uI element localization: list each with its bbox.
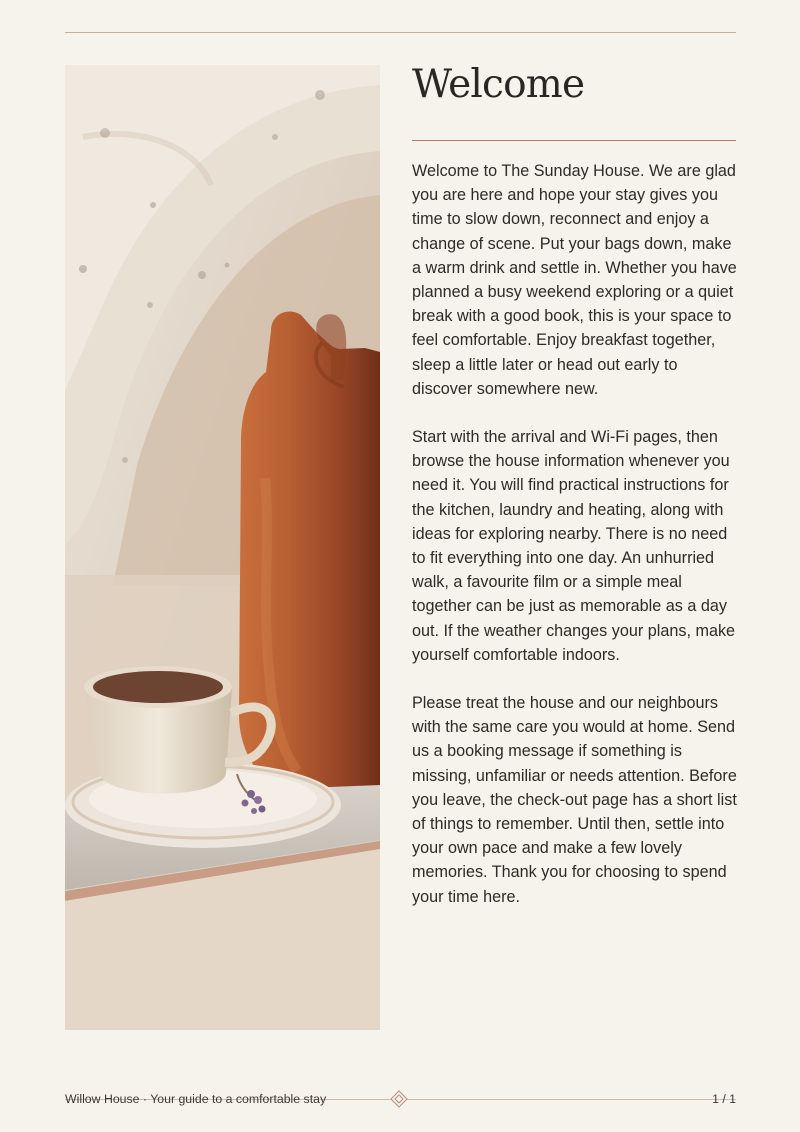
still-life-photo [65,65,380,1030]
instructions-paragraph: Start with the arrival and Wi-Fi pages, then browse the house information whenever you need it. You will find practical instructions for the kitchen, laundry and heating, along with ideas for exploring nearby. There is no need to fit everything into one day. An unhurried walk, a favourite film or a simple meal together can be just as memorable as a day out. If the weather changes your plans, make yourself comfortable indoors. [412,428,736,664]
diamond-ornament-icon [390,1090,408,1108]
page-number: 1 / 1 [712,1092,736,1106]
top-divider [65,32,736,33]
care-paragraph: Please treat the house and our neighbours with the same care you would at home. Send us a booking message if something is missing, unfamiliar or needs attention. Before you leave, the check-out page has a short list of things to remember. Until then, settle into your own pace and make a few lovely memories. Thank you for choosing to spend your time here. [412,694,737,906]
welcome-body [412,159,738,933]
footer-guide-text: Willow House · Your guide to a comfortable stay [65,1092,327,1106]
footer [65,1090,736,1108]
title-divider [412,140,736,141]
welcome-paragraph: Welcome to The Sunday House. We are glad you are here and hope your stay gives you time to slow down, reconnect and enjoy a change of scene. Put your bags down, make a warm drink and settle in. Whether you have planned a busy weekend exploring or a quiet break with a good book, this is your space to feel comfortable. Enjoy breakfast together, sleep a little later or head out early to discover somewhere new. [412,162,737,398]
page-title: Welcome [412,62,585,107]
